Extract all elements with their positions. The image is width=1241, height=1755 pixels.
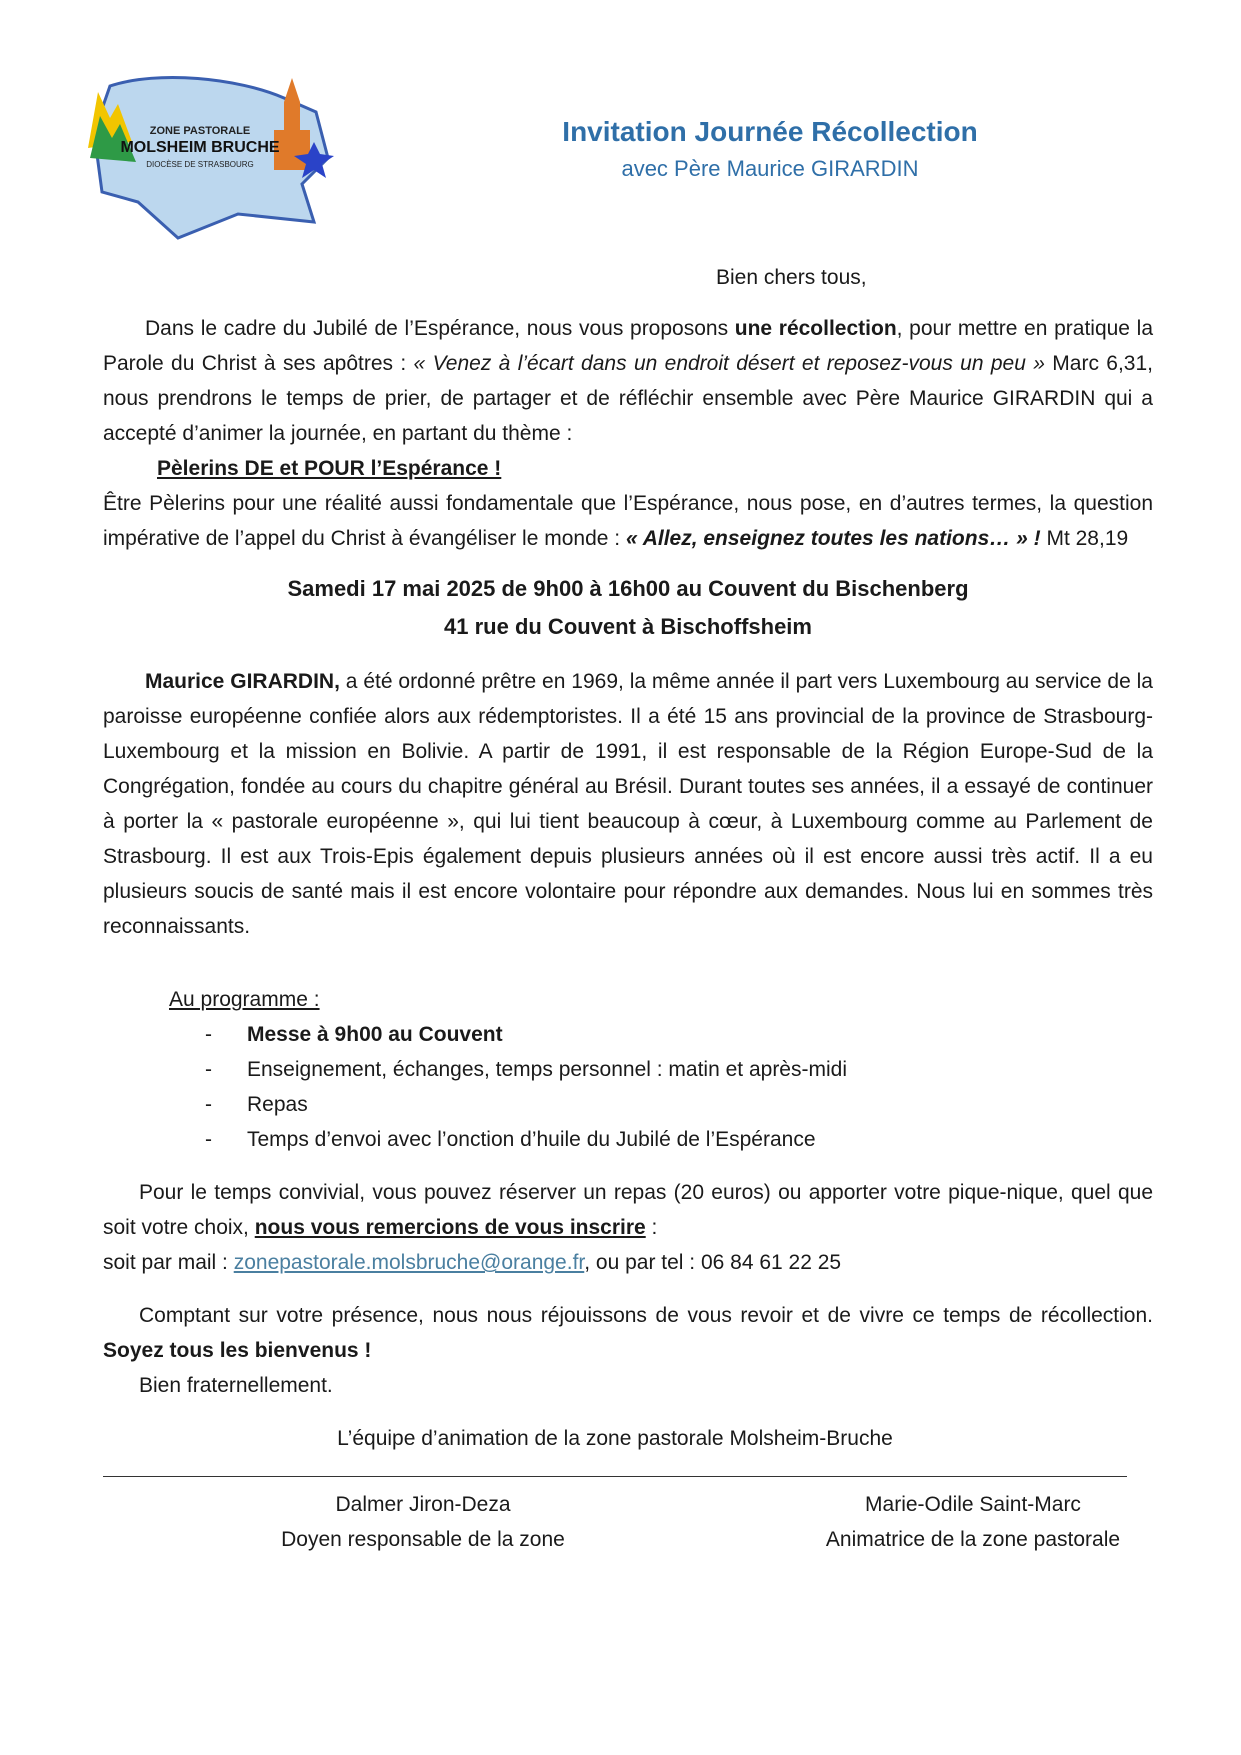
registration-request: nous vous remercions de vous inscrire <box>254 1216 646 1239</box>
mission-quote: « Allez, enseignez toutes les nations… » ! <box>625 527 1041 550</box>
theme-title: Pèlerins DE et POUR l’Espérance ! <box>157 457 502 480</box>
program-item: - Messe à 9h00 au Couvent <box>205 1023 503 1046</box>
email-link[interactable]: zonepastorale.molsbruche@orange.fr <box>233 1251 585 1274</box>
signatures <box>103 1487 1153 1567</box>
signatory-role: Doyen responsable de la zone <box>281 1528 565 1551</box>
contact-line: soit par mail : zonepastorale.molsbruche@orange.fr, ou par tel : 06 84 61 22 25 <box>103 1251 842 1274</box>
logo-line1: ZONE PASTORALE <box>149 125 251 137</box>
welcome-text: Soyez tous les bienvenus ! <box>103 1339 372 1362</box>
program-title: Au programme : <box>169 988 320 1011</box>
intro-paragraph: Dans le cadre du Jubilé de l’Espérance, nous vous proposons une récollection, pour mettre en pratique la Parole du Christ à ses apôtres : « Venez à l’écart dans un endroit désert et reposez-vous un peu » Marc 6,31, nous prendrons le temps de prier, de partager et de réfléchir ensemble avec Père Maurice GIRARDIN qui a accepté d’animer la journée, en partant du thème : <box>103 317 1153 445</box>
phone-number: , ou par tel : 06 84 61 22 25 <box>584 1251 842 1274</box>
bio-paragraph: Maurice GIRARDIN, a été ordonné prêtre en 1969, la même année il part vers Luxembourg au service de la paroisse européenne confiée alors aux rédemptoristes. Il a été 15 ans provincial de la province de Strasbourg-Luxembourg et la mission en Bolivie. A partir de 1991, il est responsable de la Région Europe-Sud de la Congrégation, fondée au cours du chapitre général au Brésil. Durant toutes ses années, il a essayé de continuer à porter la « pastorale européenne », qui lui tient beaucoup à cœur, à Luxembourg comme au Parlement de Strasbourg. Il est aux Trois-Epis également depuis plusieurs années où il est encore aussi très actif. Il a eu plusieurs soucis de santé mais il est encore volontaire pour répondre aux demandes. Nous lui en sommes très reconnaissants. <box>103 670 1153 938</box>
signature-left <box>223 1487 623 1557</box>
document-subtitle: avec Père Maurice GIRARDIN <box>621 156 919 181</box>
farewell: Bien fraternellement. <box>139 1374 333 1397</box>
registration-paragraph: Pour le temps convivial, vous pouvez réserver un repas (20 euros) ou apporter votre pique-nique, quel que soit votre choix, nous vous remercions de vous inscrire : <box>103 1181 1153 1239</box>
greeting: Bien chers tous, <box>716 266 867 289</box>
signatory-name: Dalmer Jiron-Deza <box>335 1493 511 1516</box>
signatory-role: Animatrice de la zone pastorale <box>825 1528 1121 1551</box>
logo-graphic <box>88 72 368 244</box>
program-item: - Enseignement, échanges, temps personnel : matin et après-midi <box>205 1058 847 1081</box>
event-date: Samedi 17 mai 2025 de 9h00 à 16h00 au Couvent du Bischenberg <box>287 576 969 601</box>
event-address: 41 rue du Couvent à Bischoffsheim <box>444 614 812 639</box>
letter-body <box>103 260 1153 1567</box>
header <box>470 112 1070 186</box>
logo-line2: MOLSHEIM BRUCHE <box>120 139 280 156</box>
gospel-quote: « Venez à l’écart dans un endroit désert et reposez-vous un peu » <box>413 352 1045 375</box>
program-list <box>103 1017 1153 1157</box>
zone-pastorale-logo <box>88 72 368 244</box>
signature-right <box>773 1487 1173 1557</box>
program-item: - Repas <box>205 1093 308 1116</box>
logo-line3: DIOCÈSE DE STRASBOURG <box>146 160 254 169</box>
bio-name: Maurice GIRARDIN, <box>145 670 340 693</box>
pilgrims-paragraph: Être Pèlerins pour une réalité aussi fondamentale que l’Espérance, nous pose, en d’autres termes, la question impérative de l’appel du Christ à évangéliser le monde : « Allez, enseignez toutes les nations… » ! Mt 28,19 <box>103 492 1153 550</box>
divider <box>103 1476 1127 1477</box>
signatory-name: Marie-Odile Saint-Marc <box>865 1493 1081 1516</box>
document-title: Invitation Journée Récollection <box>562 116 978 147</box>
program-item: - Temps d’envoi avec l’onction d’huile du Jubilé de l’Espérance <box>205 1128 816 1151</box>
closing-paragraph: Comptant sur votre présence, nous nous réjouissons de vous revoir et de vivre ce temps de récollection. Soyez tous les bienvenus ! <box>103 1304 1153 1362</box>
recollection-highlight: une récollection <box>734 317 897 340</box>
team-signature: L’équipe d’animation de la zone pastorale Molsheim-Bruche <box>337 1427 893 1450</box>
